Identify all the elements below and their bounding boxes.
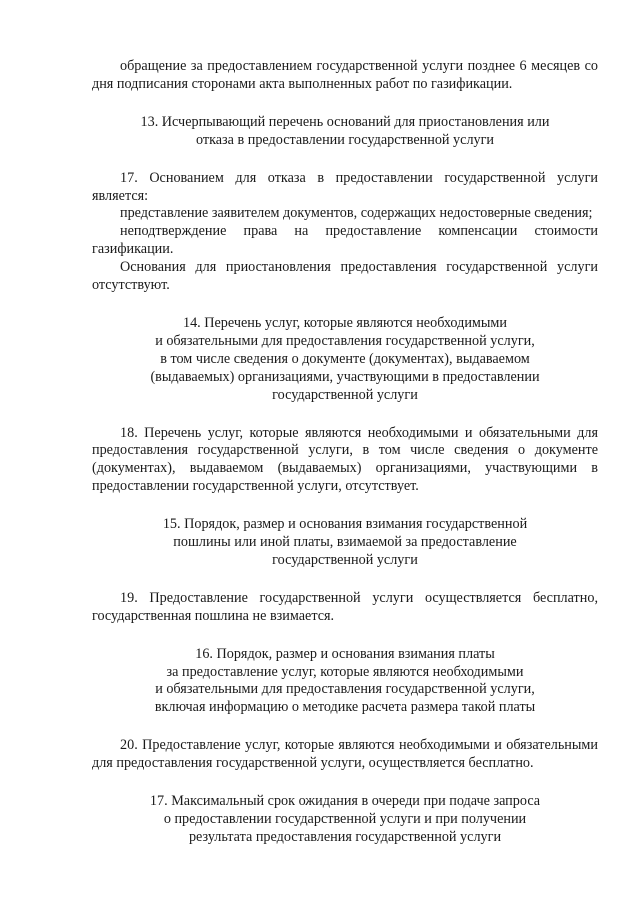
paragraph-gasification-deadline: обращение за предоставлением государственной услуги позднее 6 месяцев со дня подписания сторонами акта выполненных работ по газификации. [92, 58, 598, 92]
paragraph-20: 20. Предоставление услуг, которые являются необходимыми и обязательными для предоставления государственной услуги, осуществляется бесплатно. [92, 737, 598, 772]
heading-line: включая информацию о методике расчета размера такой платы [154, 699, 536, 716]
heading-line: и обязательными для предоставления государственной услуги, [155, 681, 535, 698]
heading-line: (выдаваемых) организациями, участвующими в предоставлении [150, 368, 540, 385]
heading-section-15 [92, 516, 598, 570]
heading-section-13 [92, 114, 598, 150]
heading-line: 15. Порядок, размер и основания взимания государственной [162, 516, 528, 533]
heading-line: и обязательными для предоставления государственной услуги, [155, 332, 535, 349]
paragraph-17-item-a: представление заявителем документов, содержащих недостоверные сведения; [120, 205, 593, 222]
heading-line: 16. Порядок, размер и основания взимания платы [195, 645, 495, 662]
heading-section-14 [92, 315, 598, 405]
heading-line: 14. Перечень услуг, которые являются необходимыми [182, 314, 508, 331]
paragraph-17-item-c: Основания для приостановления предоставления государственной услуги отсутствуют. [92, 259, 598, 294]
heading-line: пошлины или иной платы, взимаемой за предоставление [173, 534, 517, 551]
paragraph-18: 18. Перечень услуг, которые являются необходимыми и обязательными для предоставления государственной услуги, в том числе сведения о документе (документах), выдаваемом (выдаваемых) организациями, участвующими в предоставлении государственной услуги, отсутствует. [92, 424, 598, 495]
heading-line: результата предоставления государственной услуги [188, 828, 502, 845]
paragraph-19: 19. Предоставление государственной услуги осуществляется бесплатно, государственная пошлина не взимается. [92, 589, 598, 624]
paragraph-17-item-b: неподтверждение права на предоставление компенсации стоимости газификации. [92, 223, 598, 258]
heading-line: 17. Максимальный срок ожидания в очереди при подаче запроса [149, 793, 541, 810]
heading-section-17 [92, 793, 598, 847]
heading-line: 13. Исчерпывающий перечень оснований для приостановления или [140, 113, 550, 130]
heading-line: государственной услуги [272, 386, 418, 403]
heading-section-16 [92, 646, 598, 718]
heading-line: отказа в предоставлении государственной услуги [195, 131, 495, 148]
heading-line: в том числе сведения о документе (документах), выдаваемом [160, 350, 530, 367]
paragraph-17: 17. Основанием для отказа в предоставлении государственной услуги является: [92, 169, 598, 204]
heading-line: государственной услуги [272, 551, 418, 568]
heading-line: о предоставлении государственной услуги и при получении [163, 811, 527, 827]
heading-line: за предоставление услуг, которые являются необходимыми [166, 663, 524, 680]
